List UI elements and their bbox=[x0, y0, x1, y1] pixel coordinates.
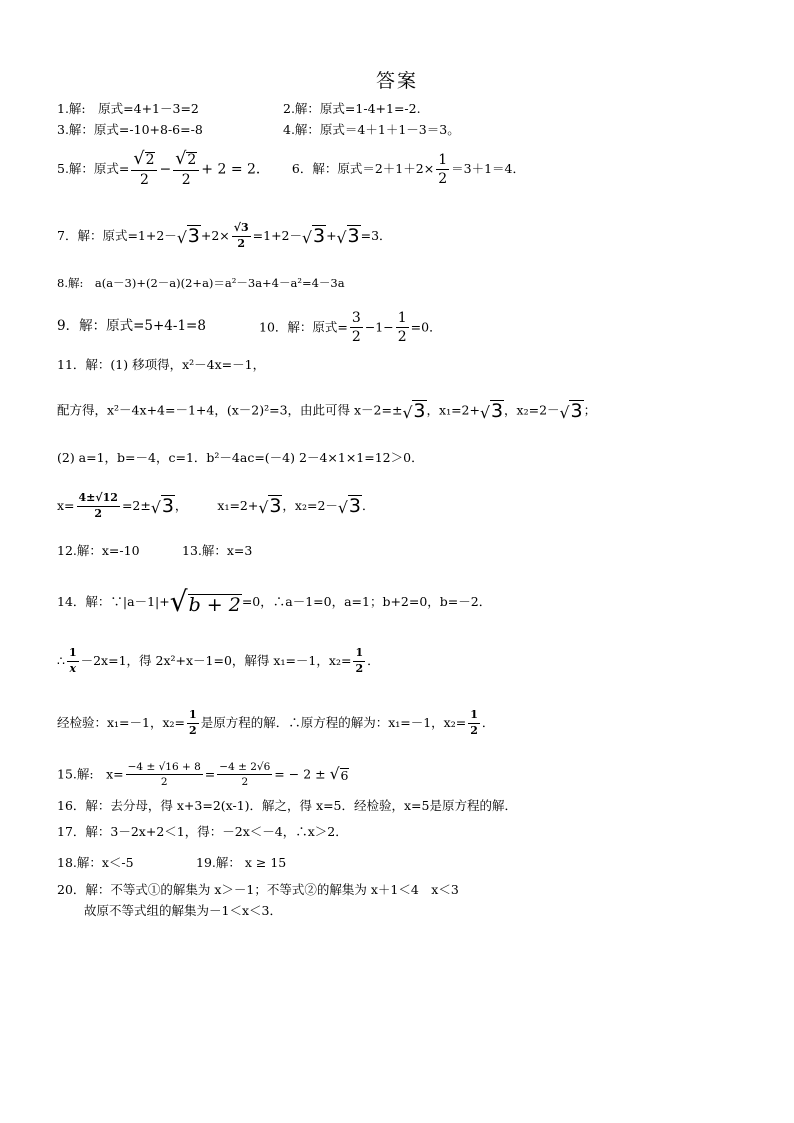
answer-5-tail: + 2 = 2． bbox=[201, 161, 270, 178]
answer-3: 3.解：原式=-10+8-6=-8 bbox=[57, 122, 203, 137]
answer-14-mid-3: 是原方程的解．∴原方程的解为：x₁=－1，x₂= bbox=[200, 714, 467, 730]
answer-5-minus: − bbox=[159, 161, 172, 178]
sqrt-3-d: √ 3 bbox=[402, 400, 426, 423]
answer-19: 19.解： x ≥ 15 bbox=[196, 855, 287, 870]
answer-10 bbox=[259, 310, 442, 345]
answer-9: 9．解：原式=5+4-1=8 bbox=[57, 318, 206, 334]
sqrt-3-e: √ 3 bbox=[479, 400, 504, 423]
sqrt-3-i: √ 3 bbox=[337, 495, 361, 518]
answer-7-label: 7．解：原式=1+2－ bbox=[57, 227, 177, 243]
answer-11-x1: ，x₁=2+ bbox=[426, 402, 480, 418]
answer-14-step-2 bbox=[57, 647, 380, 675]
sqrt-3-b: √ 3 bbox=[302, 225, 326, 248]
answer-14-mid: －2x=1，得 2x²+x－1=0，解得 x₁=－1，x₂= bbox=[80, 652, 352, 668]
answer-2: 2.解：原式=1-4+1=-2. bbox=[283, 101, 421, 116]
answer-10-frac-1: $\frac{3}{2}$ bbox=[351, 310, 361, 346]
answer-14-frac-3: $\frac{1}{2}$ bbox=[189, 708, 197, 737]
sqrt-3-a: √ 3 bbox=[176, 225, 200, 248]
answer-4: 4.解：原式＝4＋1＋1－3＝3。 bbox=[283, 122, 460, 137]
answer-10-mid: −1− bbox=[364, 319, 394, 335]
answer-7-eq: =1+2－ bbox=[252, 227, 303, 243]
answer-5-frac-2: √ 2 2 bbox=[173, 151, 199, 188]
answer-8: 8.解: a(a－3)+(2－a)(2+a)＝a²－3a+4－a²=4－3a bbox=[57, 276, 345, 290]
sqrt-3-g: √ 3 bbox=[150, 495, 174, 518]
answer-11-step-2-text: 配方得，x²－4x+4=－1+4，(x－2)²=3，由此可得 x－2=± bbox=[57, 402, 403, 418]
answer-11-step-3: (2) a=1，b=－4，c=1．b²－4ac=(－4) 2－4×1×1=12＞0． bbox=[57, 450, 424, 465]
sqrt-b-plus-2: √ b + 2 bbox=[169, 585, 241, 618]
answer-15-label: 15.解: x= bbox=[57, 766, 124, 782]
answer-15-eq: = bbox=[204, 766, 216, 782]
answer-10-frac-2: $\frac{1}{2}$ bbox=[397, 310, 407, 346]
answer-12: 12.解：x=-10 bbox=[57, 543, 140, 558]
answer-11-comma: ， bbox=[174, 497, 188, 513]
answer-11-frac: $\frac{4\pm√12}{2}$ bbox=[78, 491, 118, 520]
answer-5 bbox=[57, 151, 525, 188]
answer-14-step-3 bbox=[57, 709, 494, 737]
answer-15-tail: = − 2 ± bbox=[274, 766, 330, 782]
answer-11-x1b: x₁=2+ bbox=[217, 497, 259, 513]
answer-11-lead: x= bbox=[57, 497, 75, 513]
answer-11-step-1: 11．解：(1) 移项得，x²－4x=－1， bbox=[57, 357, 266, 372]
sqrt-3-c: √ 3 bbox=[336, 225, 360, 248]
answer-11-tail-b: ． bbox=[361, 497, 375, 513]
answer-14-tail: =0，∴a－1=0，a=1；b+2=0，b=－2． bbox=[241, 593, 492, 609]
answer-7-frac: $\frac{√3}{2}$ bbox=[233, 221, 249, 250]
answer-16: 16．解：去分母，得 x+3=2(x-1)．解之，得 x=5．经检验，x=5是原方程的解． bbox=[57, 798, 517, 813]
answer-7-mid: +2× bbox=[200, 227, 230, 243]
answer-14-frac-4: $\frac{1}{2}$ bbox=[470, 708, 478, 737]
answer-14-label: 14．解：∵|a－1|+ bbox=[57, 593, 170, 609]
answer-14-check: 经检验：x₁=－1，x₂= bbox=[57, 714, 186, 730]
answer-11-step-2 bbox=[57, 400, 596, 422]
answer-14-tail-3: ． bbox=[481, 714, 495, 730]
answer-17: 17．解：3－2x+2＜1，得：－2x＜－4，∴x＞2． bbox=[57, 824, 348, 839]
answer-7-tail: =3． bbox=[360, 227, 392, 243]
answer-20-conclusion: 故原不等式组的解集为－1＜x＜3． bbox=[84, 903, 282, 918]
answer-1: 1.解: 原式=4+1－3=2 bbox=[57, 101, 199, 116]
page-title: 答案 bbox=[375, 70, 418, 92]
sqrt-3-h: √ 3 bbox=[258, 495, 282, 518]
answer-7-plus: + bbox=[326, 227, 337, 243]
answer-13: 13.解：x=3 bbox=[182, 543, 253, 558]
answer-5-frac-1: √ 2 2 bbox=[131, 151, 157, 188]
sqrt-6: √ 6 bbox=[329, 764, 349, 783]
answer-15-frac-2: $\frac{-4 \pm 2√6}{2}$ bbox=[219, 761, 271, 789]
answer-7 bbox=[57, 222, 392, 250]
answer-11-x2: ，x₂=2－ bbox=[504, 402, 560, 418]
answer-6-label: 6．解：原式＝2＋1＋2× bbox=[291, 161, 435, 177]
answer-11-mid: =2± bbox=[121, 497, 151, 513]
answer-11-x2b: ，x₂=2－ bbox=[282, 497, 338, 513]
answer-14-frac-2: $\frac{1}{2}$ bbox=[355, 646, 364, 675]
answer-14-tail-2: ． bbox=[367, 652, 380, 668]
answer-11-tail: ； bbox=[583, 402, 597, 418]
answer-20: 20．解：不等式①的解集为 x＞－1；不等式②的解集为 x＋1＜4 x＜3 bbox=[57, 882, 459, 897]
answer-15-frac-1: $\frac{-4 \pm √16 + 8}{2}$ bbox=[127, 761, 201, 789]
answer-5-label: 5.解：原式= bbox=[57, 161, 130, 177]
answer-6-tail: ＝3＋1＝4． bbox=[451, 161, 525, 177]
answer-14-frac-1: $\frac{1}{x}$ bbox=[68, 646, 77, 675]
answer-6-frac: $\frac{1}{2}$ bbox=[438, 151, 448, 187]
answer-14 bbox=[57, 585, 492, 618]
answer-14-lead: ∴ bbox=[57, 652, 65, 668]
answer-18: 18.解：x＜-5 bbox=[57, 855, 134, 870]
answer-15 bbox=[57, 761, 349, 788]
answer-10-label: 10．解：原式= bbox=[259, 319, 348, 335]
answer-10-tail: =0． bbox=[410, 319, 442, 335]
sqrt-3-f: √ 3 bbox=[559, 400, 583, 423]
answer-11-step-4 bbox=[57, 492, 374, 520]
